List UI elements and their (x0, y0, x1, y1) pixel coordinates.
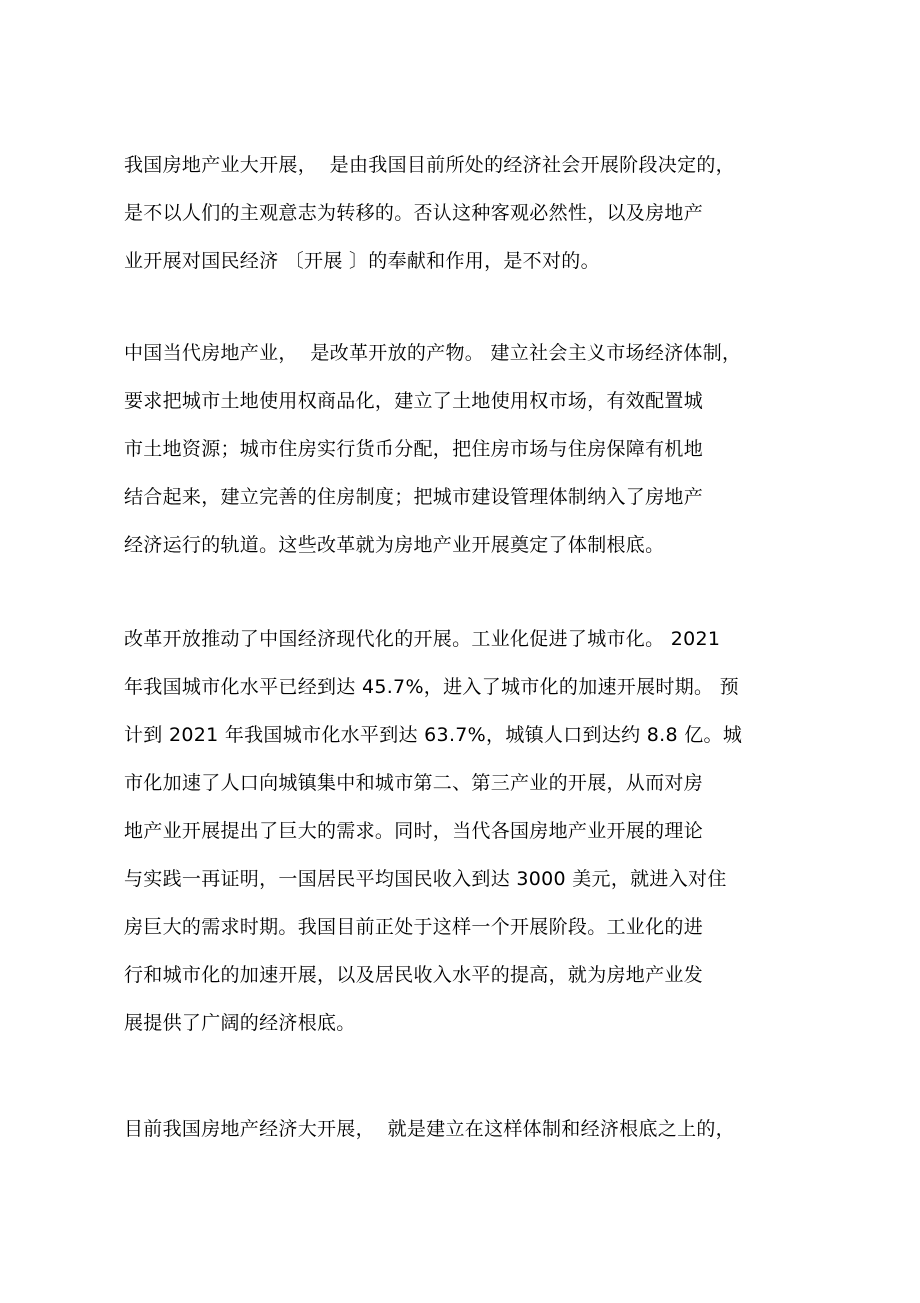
text-line: 是不以人们的主观意志为转移的。否认这种客观必然性，以及房地产 (124, 202, 704, 224)
text-line: 目前我国房地产经济大开展， 就是建立在这样体制和经济根底之上的， (124, 1118, 735, 1140)
text-line: 地产业开展提出了巨大的需求。同时，当代各国房地产业开展的理论 (124, 820, 704, 842)
text-line: 中国当代房地产业， 是改革开放的产物。 建立社会主义市场经济体制， (124, 342, 742, 364)
text-line: 业开展对国民经济 〔开展 〕的奉献和作用，是不对的。 (124, 250, 600, 272)
text-line: 计到 2021 年我国城市化水平到达 63.7%，城镇人口到达约 8.8 亿。城 (124, 724, 743, 746)
text-line: 年我国城市化水平已经到达 45.7%，进入了城市化的加速开展时期。 预 (124, 676, 739, 698)
text-line: 市土地资源；城市住房实行货币分配，把住房市场与住房保障有机地 (124, 438, 704, 460)
text-line: 结合起来，建立完善的住房制度；把城市建设管理体制纳入了房地产 (124, 486, 704, 508)
text-line: 房巨大的需求时期。我国目前正处于这样一个开展阶段。工业化的进 (124, 916, 704, 938)
text-line: 展提供了广阔的经济根底。 (124, 1012, 356, 1034)
text-line: 我国房地产业大开展， 是由我国目前所处的经济社会开展阶段决定的， (124, 154, 735, 176)
text-line: 改革开放推动了中国经济现代化的开展。工业化促进了城市化。 2021 (124, 628, 721, 650)
text-line: 要求把城市土地使用权商品化，建立了土地使用权市场，有效配置城 (124, 390, 704, 412)
text-line: 行和城市化的加速开展，以及居民收入水平的提高，就为房地产业发 (124, 964, 704, 986)
text-line: 市化加速了人口向城镇集中和城市第二、第三产业的开展，从而对房 (124, 772, 704, 794)
text-line: 与实践一再证明，一国居民平均国民收入到达 3000 美元，就进入对住 (124, 868, 727, 890)
text-line: 经济运行的轨道。这些改革就为房地产业开展奠定了体制根底。 (124, 534, 665, 556)
